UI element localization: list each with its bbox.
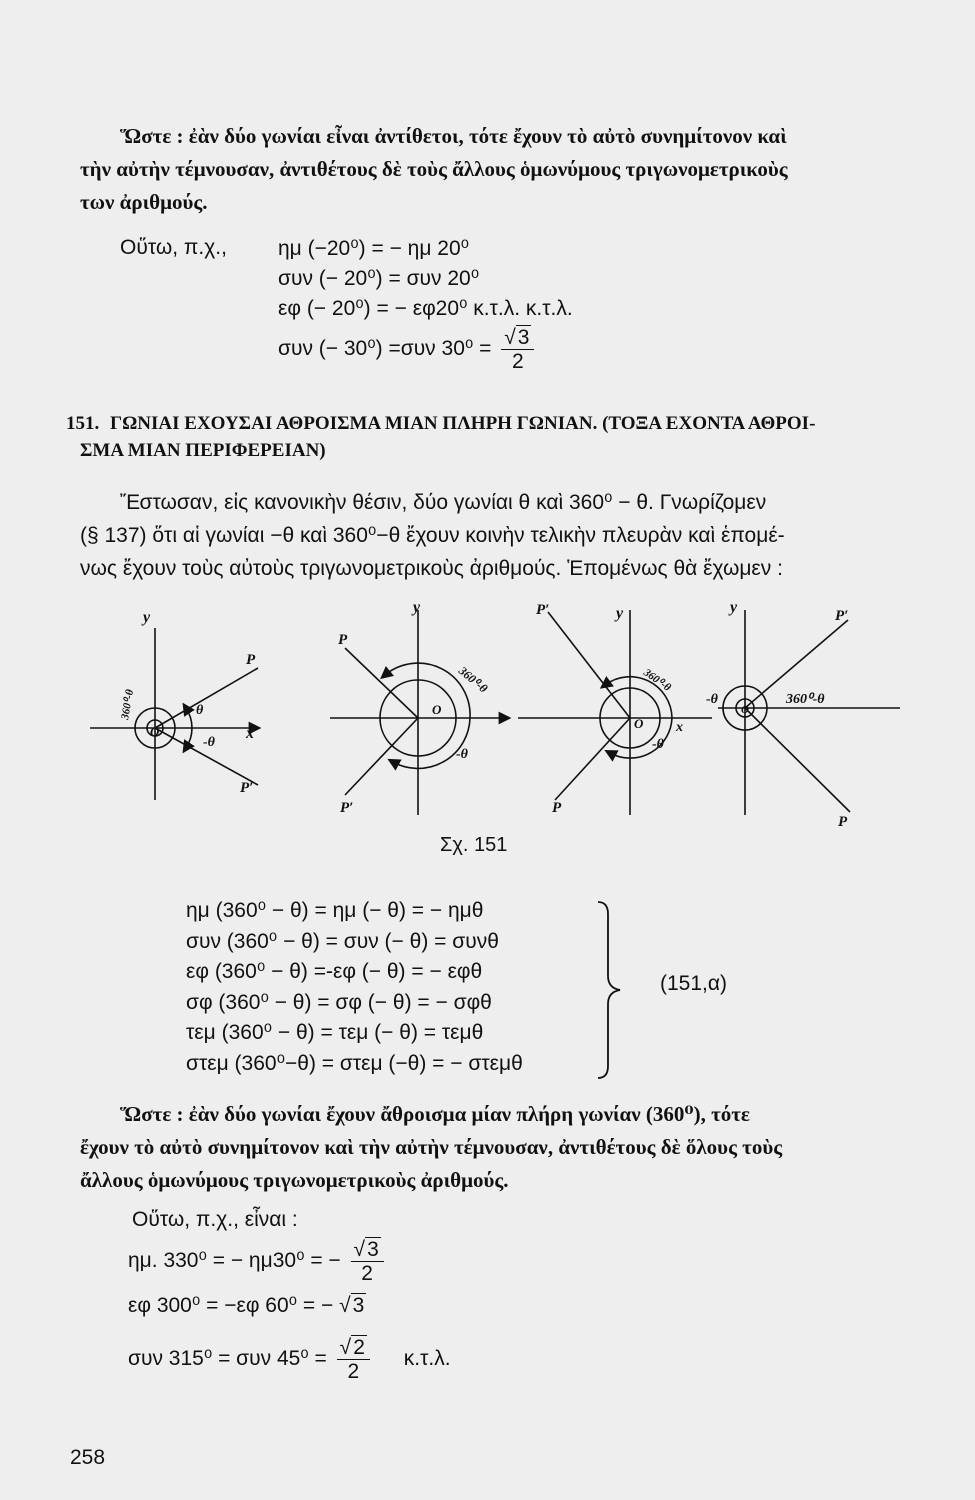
example2-lead: Οὕτω, π.χ., εἶναι : xyxy=(132,1208,298,1231)
diagram-3-p-label: P xyxy=(552,800,562,816)
diagram-3 xyxy=(518,602,712,816)
example2-row-3-left: συν 315⁰ = συν 45⁰ = xyxy=(128,1347,327,1371)
diagram-2-minus-theta-label: -θ xyxy=(456,747,468,762)
diagram-3-360-label: 360⁰-θ xyxy=(641,666,673,694)
diagram-3-minus-theta-label: -θ xyxy=(652,737,664,752)
diagram-1 xyxy=(90,609,258,800)
example2-row-3-tail: κ.τ.λ. xyxy=(403,1347,451,1371)
diagram-3-p-prime-label: P′ xyxy=(536,602,550,618)
conclusion-line-2: ἔχουν τὸ αὐτὸ συνημίτονον καὶ τὴν αὐτὴν τέμνουσαν, ἀντιθέτους δὲ ὅλους τοὺς xyxy=(80,1135,783,1159)
diagram-4-p-prime-label: P′ xyxy=(835,608,849,624)
diagram-3-terminal-side-p-prime xyxy=(548,612,630,718)
example1-formula-3: εφ (− 20⁰) = − εφ20⁰ κ.τ.λ. κ.τ.λ. xyxy=(278,297,573,320)
diagram-2-origin-label: O xyxy=(432,702,442,717)
diagram-3-origin-label: O xyxy=(634,716,644,731)
section-heading xyxy=(66,413,815,435)
section-number: 151. xyxy=(66,413,100,434)
intro-line-1: Ὥστε : ἐὰν δύο γωνίαι εἶναι ἀντίθετοι, τότε ἔχουν τὸ αὐτὸ συνημίτονον καὶ xyxy=(120,124,787,148)
diagram-3-x-label: x xyxy=(676,720,683,735)
diagram-4-p-label: P xyxy=(838,814,848,830)
diagram-4-origin-label: O xyxy=(741,704,749,716)
example2-row-2 xyxy=(128,1293,366,1318)
diagram-2-y-label: y xyxy=(413,599,421,616)
identity-row: συν (360⁰ − θ) = συν (− θ) = συνθ xyxy=(186,929,499,953)
example2-row-1-left: ημ. 330⁰ = − ημ30⁰ = − xyxy=(128,1249,341,1273)
body-line-2: (§ 137) ὅτι αἱ γωνίαι −θ καὶ 360⁰−θ ἔχουν κοινὴν τελικὴν πλευρὰν καὶ ἑπομέ- xyxy=(80,524,785,547)
section-title-line-1: ΓΩΝΙΑΙ ΕΧΟΥΣΑΙ ΑΘΡΟΙΣΜΑ ΜΙΑΝ ΠΛΗΡΗ ΓΩΝΙΑΝ. (ΤΟΞΑ ΕΧΟΝΤΑ ΑΘΡΟΙ- xyxy=(110,413,816,434)
diagram-1-theta-arc xyxy=(186,708,192,728)
diagram-3-terminal-side-p xyxy=(555,718,630,800)
diagram-3-y-label: y xyxy=(616,605,624,622)
intro-paragraph xyxy=(80,120,910,219)
example2-row-3 xyxy=(128,1336,451,1383)
diagram-4-minus-theta-label: -θ xyxy=(706,692,718,707)
example1-formula-2: συν (− 20⁰) = συν 20⁰ xyxy=(278,267,480,290)
identity-row: στεμ (360⁰−θ) = στεμ (−θ) = − στεμθ xyxy=(186,1051,523,1075)
fraction-numerator: 2 xyxy=(353,1336,365,1359)
example2-row-1 xyxy=(128,1238,388,1285)
figure-151 xyxy=(0,590,975,830)
identity-row: ημ (360⁰ − θ) = ημ (− θ) = − ημθ xyxy=(186,899,484,922)
identity-row: σφ (360⁰ − θ) = σφ (− θ) = − σφθ xyxy=(186,990,492,1014)
identity-row: εφ (360⁰ − θ) =-εφ (− θ) = − εφθ xyxy=(186,960,483,983)
example1-lead: Οὕτω, π.χ., xyxy=(120,236,227,259)
diagram-1-p-label: P xyxy=(246,652,256,668)
diagram-4-y-label: y xyxy=(730,599,738,616)
example1-formula-4 xyxy=(278,326,538,373)
page-number: 258 xyxy=(70,1446,106,1469)
fraction-numerator: 3 xyxy=(517,326,530,349)
conclusion-line-1: Ὥστε : ἐὰν δύο γωνίαι ἔχουν ἄθροισμα μίαν πλήρη γωνίαν (360⁰), τότε xyxy=(120,1102,750,1126)
sqrt2-over-2-fraction: $\frac{√2}{2}$ xyxy=(337,1336,370,1383)
fraction-numerator: 3 xyxy=(367,1238,379,1261)
example1-formula-1: ημ (−20⁰) = − ημ 20⁰ xyxy=(278,237,470,260)
diagram-1-minus-theta-arc xyxy=(186,728,192,748)
intro-line-3: των ἀριθμούς. xyxy=(80,190,208,214)
diagram-2-360-label: 360⁰-θ xyxy=(456,663,491,696)
diagram-1-y-label: y xyxy=(143,609,151,626)
diagram-1-origin-label: O xyxy=(150,724,160,739)
example1-formula-4-left: συν (− 30⁰) =συν 30⁰ = xyxy=(278,337,492,361)
identities-block xyxy=(186,896,523,1079)
sqrt3-over-2-fraction: $\frac{√3}{2}$ xyxy=(351,1238,384,1285)
conclusion-paragraph xyxy=(80,1098,910,1197)
diagram-4 xyxy=(706,599,900,830)
sqrt3: √3 xyxy=(339,1294,365,1317)
example2-row-2-left: εφ 300⁰ = −εφ 60⁰ = − xyxy=(128,1294,334,1317)
fraction-denominator: 2 xyxy=(347,1360,360,1384)
body-line-1: Ἔστωσαν, εἰς κανονικὴν θέσιν, δύο γωνίαι θ καὶ 360⁰ − θ. Γνωρίζομεν xyxy=(120,491,767,514)
sqrt3-over-2-fraction: $\frac{√3}{2}$ xyxy=(501,326,534,373)
fraction-denominator: 2 xyxy=(361,1262,373,1286)
diagram-1-minus-theta-label: -θ xyxy=(203,735,215,750)
diagram-4-360-label: 360⁰-θ xyxy=(786,692,825,707)
body-line-3: νως ἔχουν τοὺς αὐτοὺς τριγωνομετρικοὺς ἀριθμούς. Ἑπομένως θὰ ἔχωμεν : xyxy=(80,557,783,580)
diagram-2-p-prime-label: P′ xyxy=(340,800,354,816)
body-paragraph xyxy=(80,486,910,585)
diagram-1-x-label: x xyxy=(246,725,254,742)
conclusion-line-3: ἄλλους ὁμωνύμους τριγωνομετρικοὺς ἀριθμούς. xyxy=(80,1168,509,1192)
diagram-2 xyxy=(330,599,505,816)
radicand: 3 xyxy=(352,1294,365,1317)
identities-brace xyxy=(594,900,624,1080)
fraction-denominator: 2 xyxy=(512,350,524,374)
diagram-1-theta-label: θ xyxy=(196,703,204,718)
diagram-1-p-prime-label: P′ xyxy=(240,780,254,796)
section-title-line-2: ΣΜΑ ΜΙΑΝ ΠΕΡΙΦΕΡΕΙΑΝ) xyxy=(80,440,326,461)
diagram-2-p-label: P xyxy=(338,632,348,648)
identity-row: τεμ (360⁰ − θ) = τεμ (− θ) = τεμθ xyxy=(186,1021,484,1044)
intro-line-2: τὴν αὐτὴν τέμνουσαν, ἀντιθέτους δὲ τοὺς ἄλλους ὁμωνύμους τριγωνομετρικοὺς xyxy=(80,157,788,181)
identities-tag: (151,α) xyxy=(660,972,727,995)
diagram-1-terminal-side-p xyxy=(155,668,258,728)
figure-caption: Σχ. 151 xyxy=(440,834,508,856)
diagram-1-360-label: 360⁰-θ xyxy=(119,688,137,721)
